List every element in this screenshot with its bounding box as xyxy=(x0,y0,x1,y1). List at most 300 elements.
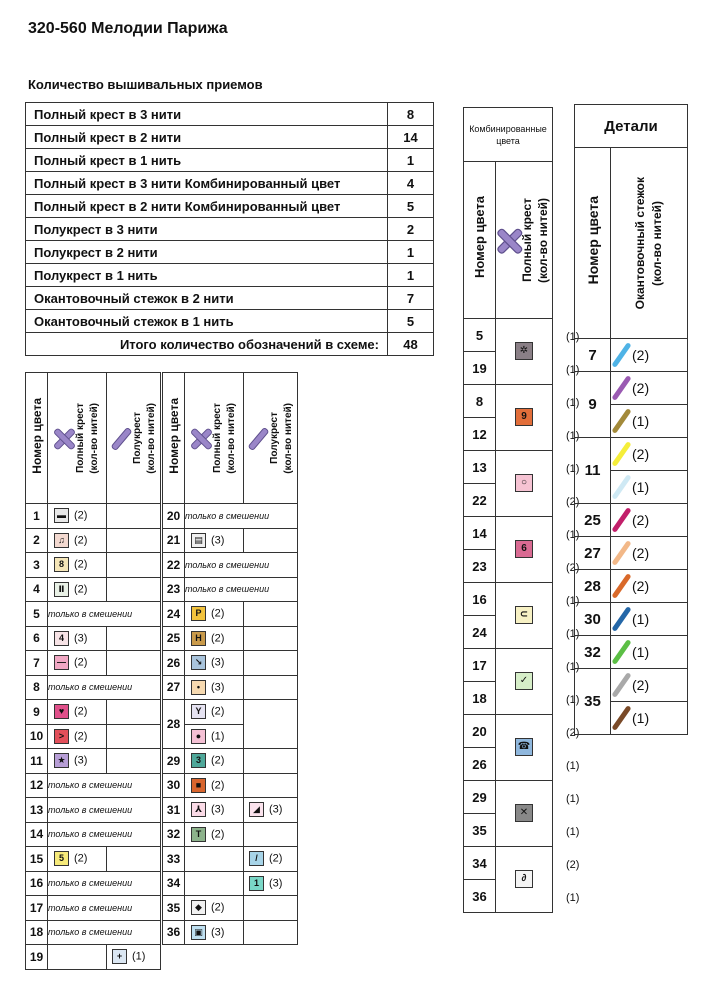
strand-count: (1) xyxy=(566,793,580,805)
half-cross-cell xyxy=(244,528,298,553)
full-cross-cell xyxy=(48,553,107,578)
mix-only-note: только в смешении xyxy=(48,871,161,896)
strand-count: (3) xyxy=(211,681,225,694)
stitch-line-icon xyxy=(611,540,631,566)
combined-symbol-cell xyxy=(496,649,580,715)
table-row xyxy=(26,798,161,823)
color-number: 36 xyxy=(163,920,185,945)
header-color-number: Номер цвета xyxy=(163,373,185,504)
summary-total-row xyxy=(26,333,434,356)
color-number: 7 xyxy=(26,651,48,676)
combined-colors-caption: Комбинированные цвета xyxy=(464,108,553,162)
table-row xyxy=(464,649,553,682)
header-half-cross: Полукрест (кол-во нитей) xyxy=(244,373,298,504)
combined-symbol-cell xyxy=(496,451,580,517)
color-number: 8 xyxy=(26,675,48,700)
symbol-icon: ✕ xyxy=(515,804,533,822)
header-full-cross: Полный крест (кол-во нитей) xyxy=(48,373,107,504)
table-row xyxy=(26,920,161,945)
symbol-icon: ★ xyxy=(54,753,69,768)
strand-count: (1) xyxy=(566,364,580,376)
combined-symbol-cell xyxy=(496,781,580,847)
strand-count: (3) xyxy=(269,803,283,816)
mix-only-note: только в смешении xyxy=(48,675,161,700)
stitch-line-icon xyxy=(611,375,631,401)
backstitch-cell xyxy=(611,504,688,537)
mix-only-note: только в смешении xyxy=(185,504,298,529)
strand-count: (3) xyxy=(269,877,283,890)
full-cross-cell xyxy=(48,651,107,676)
half-cross-cell xyxy=(107,651,161,676)
header-color-number: Номер цвета xyxy=(26,373,48,504)
table-row xyxy=(464,715,553,748)
color-number: 33 xyxy=(163,847,185,872)
symbol-icon: — xyxy=(54,655,69,670)
half-cross-cell xyxy=(107,577,161,602)
symbol-icon: T xyxy=(191,827,206,842)
full-cross-cell xyxy=(185,749,244,774)
stitch-type-label: Полный крест в 3 нити Комбинированный цвет xyxy=(26,172,388,195)
half-cross-cell xyxy=(244,847,298,872)
strand-count: (1) xyxy=(566,628,580,640)
table-row xyxy=(163,798,298,823)
total-label: Итого количество обозначений в схеме: xyxy=(26,333,388,356)
table-row xyxy=(26,749,161,774)
summary-row xyxy=(26,103,434,126)
stitch-type-count: 1 xyxy=(388,264,434,287)
stitch-line-icon xyxy=(611,606,631,632)
strand-count: (1) xyxy=(566,463,580,475)
color-number: 26 xyxy=(163,651,185,676)
strand-count: (1) xyxy=(566,595,580,607)
stitch-type-label: Полукрест в 2 нити xyxy=(26,241,388,264)
strand-count: (2) xyxy=(74,509,88,522)
strand-count: (2) xyxy=(211,779,225,792)
color-number: 21 xyxy=(163,528,185,553)
color-number: 27 xyxy=(163,675,185,700)
color-number: 9 xyxy=(575,372,611,438)
color-number: 34 xyxy=(464,847,496,880)
half-cross-cell xyxy=(107,749,161,774)
symbol-icon: ✓ xyxy=(515,672,533,690)
stitch-line-icon xyxy=(611,672,631,698)
strand-count: (2) xyxy=(269,852,283,865)
half-cross-cell xyxy=(244,700,298,749)
strand-count: (2) xyxy=(74,705,88,718)
table-row xyxy=(26,773,161,798)
table-row xyxy=(464,385,553,418)
color-number: 20 xyxy=(163,504,185,529)
stitch-type-count: 1 xyxy=(388,241,434,264)
colors-table-2 xyxy=(162,372,298,945)
strand-count: (1) xyxy=(566,892,580,904)
color-number: 17 xyxy=(26,896,48,921)
table-row xyxy=(26,871,161,896)
strand-count: (2) xyxy=(566,727,580,739)
backstitch-cell xyxy=(611,372,688,405)
symbol-icon: 4 xyxy=(54,631,69,646)
half-cross-cell xyxy=(107,528,161,553)
symbol-icon: ▣ xyxy=(191,925,206,940)
half-cross-cell xyxy=(244,822,298,847)
half-cross-cell xyxy=(107,626,161,651)
color-number: 28 xyxy=(163,700,185,749)
table-row xyxy=(26,553,161,578)
combined-symbol-cell xyxy=(496,385,580,451)
strand-count: (2) xyxy=(74,852,88,865)
backstitch-cell xyxy=(611,471,688,504)
color-number: 13 xyxy=(26,798,48,823)
table-row xyxy=(26,504,161,529)
table-row xyxy=(575,339,688,372)
symbol-icon: ○ xyxy=(515,474,533,492)
backstitch-cell xyxy=(611,438,688,471)
half-cross-cell xyxy=(244,798,298,823)
table-row xyxy=(575,537,688,570)
table-row xyxy=(575,438,688,471)
full-cross-cell xyxy=(185,602,244,627)
symbol-icon: Y xyxy=(191,704,206,719)
color-number: 13 xyxy=(464,451,496,484)
half-cross-icon xyxy=(110,428,130,448)
stitch-line-icon xyxy=(611,639,631,665)
table-row xyxy=(464,319,553,352)
stitch-type-count: 5 xyxy=(388,195,434,218)
symbol-icon: ⅄ xyxy=(191,802,206,817)
table-row xyxy=(163,773,298,798)
stitch-type-label: Полный крест в 2 нити xyxy=(26,126,388,149)
full-cross-cell xyxy=(185,822,244,847)
full-cross-icon xyxy=(496,228,520,252)
stitch-type-label: Полукрест в 3 нити xyxy=(26,218,388,241)
color-number: 18 xyxy=(464,682,496,715)
combined-symbol-cell xyxy=(496,517,580,583)
strand-count: (1) xyxy=(632,644,650,660)
table-row xyxy=(26,724,161,749)
color-number: 28 xyxy=(575,570,611,603)
table-row xyxy=(26,945,161,970)
color-number: 19 xyxy=(464,352,496,385)
backstitch-cell xyxy=(611,570,688,603)
full-cross-cell xyxy=(185,871,244,896)
strand-count: (2) xyxy=(211,828,225,841)
full-cross-cell xyxy=(48,577,107,602)
color-number: 5 xyxy=(26,602,48,627)
strand-count: (2) xyxy=(211,705,225,718)
strand-count: (1) xyxy=(566,826,580,838)
color-number: 23 xyxy=(464,550,496,583)
strand-count: (2) xyxy=(211,632,225,645)
table-row xyxy=(26,626,161,651)
color-number: 12 xyxy=(26,773,48,798)
table-row xyxy=(163,920,298,945)
table-row xyxy=(163,822,298,847)
color-number: 19 xyxy=(26,945,48,970)
strand-count: (2) xyxy=(632,677,650,693)
header-half-cross: Полукрест (кол-во нитей) xyxy=(107,373,161,504)
strand-count: (2) xyxy=(632,512,650,528)
summary-row xyxy=(26,218,434,241)
full-cross-cell xyxy=(48,847,107,872)
full-cross-cell xyxy=(185,847,244,872)
header-color-number: Номер цвета xyxy=(575,148,611,339)
strand-count: (1) xyxy=(632,611,650,627)
strand-count: (2) xyxy=(632,380,650,396)
table-row xyxy=(163,847,298,872)
color-number: 2 xyxy=(26,528,48,553)
strand-count: (3) xyxy=(211,534,225,547)
stitch-line-icon xyxy=(611,441,631,467)
table-row xyxy=(163,651,298,676)
strand-count: (2) xyxy=(74,583,88,596)
details-caption: Детали xyxy=(575,105,688,148)
symbol-icon: 5 xyxy=(54,851,69,866)
color-number: 27 xyxy=(575,537,611,570)
half-cross-cell xyxy=(107,724,161,749)
symbol-icon: • xyxy=(191,680,206,695)
strand-count: (3) xyxy=(211,926,225,939)
stitch-type-count: 8 xyxy=(388,103,434,126)
table-row xyxy=(575,636,688,669)
full-cross-cell xyxy=(185,920,244,945)
backstitch-cell xyxy=(611,669,688,702)
strand-count: (1) xyxy=(566,331,580,343)
stitch-line-icon xyxy=(611,342,631,368)
color-number: 9 xyxy=(26,700,48,725)
table-row xyxy=(464,847,553,880)
summary-row xyxy=(26,149,434,172)
combined-colors-table xyxy=(463,107,580,913)
strand-count: (2) xyxy=(566,859,580,871)
strand-count: (1) xyxy=(632,710,650,726)
symbol-icon: ◢ xyxy=(249,802,264,817)
strand-count: (1) xyxy=(566,760,580,772)
color-number: 30 xyxy=(575,603,611,636)
color-number: 14 xyxy=(464,517,496,550)
color-number: 32 xyxy=(575,636,611,669)
table-row xyxy=(575,504,688,537)
color-number: 10 xyxy=(26,724,48,749)
half-cross-cell xyxy=(244,896,298,921)
table-row xyxy=(163,749,298,774)
strand-count: (2) xyxy=(211,754,225,767)
stitch-summary-table xyxy=(25,102,434,356)
stitch-line-icon xyxy=(611,507,631,533)
color-number: 6 xyxy=(26,626,48,651)
half-cross-cell xyxy=(244,920,298,945)
strand-count: (2) xyxy=(74,656,88,669)
mix-only-note: только в смешении xyxy=(48,798,161,823)
backstitch-cell xyxy=(611,405,688,438)
combined-symbol-cell xyxy=(496,583,580,649)
mix-only-note: только в смешении xyxy=(48,822,161,847)
strand-count: (2) xyxy=(632,578,650,594)
symbol-icon: ◆ xyxy=(191,900,206,915)
strand-count: (1) xyxy=(566,661,580,673)
strand-count: (2) xyxy=(211,607,225,620)
half-cross-cell xyxy=(244,773,298,798)
mix-only-note: только в смешении xyxy=(48,602,161,627)
combined-symbol-cell xyxy=(496,319,580,385)
strand-count: (2) xyxy=(211,901,225,914)
header-full-cross: Полный крест (кол-во нитей) xyxy=(185,373,244,504)
full-cross-cell xyxy=(185,626,244,651)
half-cross-cell xyxy=(107,847,161,872)
strand-count: (2) xyxy=(74,534,88,547)
table-row xyxy=(163,896,298,921)
section-subtitle: Количество вышивальных приемов xyxy=(28,77,263,92)
color-number: 17 xyxy=(464,649,496,682)
color-number: 35 xyxy=(464,814,496,847)
table-row xyxy=(163,871,298,896)
symbol-icon: Ⅱ xyxy=(54,582,69,597)
stitch-type-label: Окантовочный стежок в 2 нити xyxy=(26,287,388,310)
half-cross-cell xyxy=(244,651,298,676)
page-title: 320-560 Мелодии Парижа xyxy=(28,20,228,37)
details-table xyxy=(574,104,688,735)
summary-row xyxy=(26,264,434,287)
full-cross-cell xyxy=(185,896,244,921)
full-cross-cell xyxy=(48,749,107,774)
strand-count: (2) xyxy=(566,496,580,508)
strand-count: (1) xyxy=(132,950,146,963)
table-row xyxy=(163,553,298,578)
strand-count: (3) xyxy=(211,803,225,816)
backstitch-cell xyxy=(611,702,688,735)
color-number: 8 xyxy=(464,385,496,418)
table-row xyxy=(163,700,298,725)
full-cross-cell xyxy=(48,504,107,529)
full-cross-cell xyxy=(185,724,244,749)
full-cross-cell xyxy=(48,528,107,553)
table-row xyxy=(26,896,161,921)
symbol-icon: ▤ xyxy=(191,533,206,548)
stitch-type-label: Полный крест в 3 нити xyxy=(26,103,388,126)
strand-count: (1) xyxy=(566,430,580,442)
color-number: 24 xyxy=(163,602,185,627)
symbol-icon: 3 xyxy=(191,753,206,768)
symbol-icon: ∂ xyxy=(515,870,533,888)
strand-count: (2) xyxy=(632,446,650,462)
table-row xyxy=(163,602,298,627)
strand-count: (1) xyxy=(632,413,650,429)
color-number: 15 xyxy=(26,847,48,872)
header-full-cross: Полный крест (кол-во нитей) xyxy=(496,162,553,319)
table-row xyxy=(26,528,161,553)
strand-count: (2) xyxy=(632,347,650,363)
symbol-icon: / xyxy=(249,851,264,866)
half-cross-icon xyxy=(247,428,267,448)
mix-only-note: только в смешении xyxy=(185,577,298,602)
stitch-type-count: 4 xyxy=(388,172,434,195)
color-number: 25 xyxy=(163,626,185,651)
color-number: 26 xyxy=(464,748,496,781)
half-cross-cell xyxy=(107,504,161,529)
full-cross-cell xyxy=(185,798,244,823)
symbol-icon: 6 xyxy=(515,540,533,558)
strand-count: (3) xyxy=(74,632,88,645)
color-number: 29 xyxy=(464,781,496,814)
table-row xyxy=(26,700,161,725)
backstitch-cell xyxy=(611,339,688,372)
half-cross-cell xyxy=(244,626,298,651)
table-row xyxy=(163,675,298,700)
summary-row xyxy=(26,172,434,195)
symbol-icon: ▬ xyxy=(54,508,69,523)
color-number: 16 xyxy=(464,583,496,616)
color-number: 35 xyxy=(575,669,611,735)
table-row xyxy=(163,577,298,602)
symbol-icon: ✲ xyxy=(515,342,533,360)
table-row xyxy=(575,570,688,603)
table-row xyxy=(163,504,298,529)
half-cross-cell xyxy=(107,945,161,970)
table-row xyxy=(26,675,161,700)
color-number: 20 xyxy=(464,715,496,748)
color-number: 16 xyxy=(26,871,48,896)
table-row xyxy=(163,528,298,553)
full-cross-icon xyxy=(53,428,73,448)
table-row xyxy=(464,451,553,484)
full-cross-cell xyxy=(185,700,244,725)
color-number: 34 xyxy=(163,871,185,896)
stitch-type-label: Окантовочный стежок в 1 нить xyxy=(26,310,388,333)
table-row xyxy=(464,517,553,550)
color-number: 11 xyxy=(575,438,611,504)
full-cross-icon xyxy=(190,428,210,448)
color-number: 36 xyxy=(464,880,496,913)
color-number: 25 xyxy=(575,504,611,537)
color-number: 32 xyxy=(163,822,185,847)
color-number: 24 xyxy=(464,616,496,649)
table-row xyxy=(575,372,688,405)
color-number: 11 xyxy=(26,749,48,774)
strand-count: (1) xyxy=(211,730,225,743)
table-row xyxy=(464,781,553,814)
mix-only-note: только в смешении xyxy=(48,920,161,945)
color-number: 30 xyxy=(163,773,185,798)
table-row xyxy=(26,577,161,602)
full-cross-cell xyxy=(185,773,244,798)
symbol-icon: ↘ xyxy=(191,655,206,670)
color-number: 3 xyxy=(26,553,48,578)
symbol-icon: 8 xyxy=(54,557,69,572)
table-row xyxy=(464,583,553,616)
mix-only-note: только в смешении xyxy=(185,553,298,578)
stitch-type-label: Полный крест в 1 нить xyxy=(26,149,388,172)
stitch-type-label: Полный крест в 2 нити Комбинированный цвет xyxy=(26,195,388,218)
stitch-line-icon xyxy=(611,408,631,434)
table-row xyxy=(575,669,688,702)
table-row xyxy=(26,602,161,627)
half-cross-cell xyxy=(244,871,298,896)
symbol-icon: + xyxy=(112,949,127,964)
table-row xyxy=(163,626,298,651)
full-cross-cell xyxy=(48,945,107,970)
backstitch-cell xyxy=(611,537,688,570)
symbol-icon: ♫ xyxy=(54,533,69,548)
half-cross-cell xyxy=(107,700,161,725)
table-row xyxy=(26,847,161,872)
stitch-type-count: 1 xyxy=(388,149,434,172)
strand-count: (2) xyxy=(632,545,650,561)
strand-count: (3) xyxy=(211,656,225,669)
symbol-icon: > xyxy=(54,729,69,744)
half-cross-cell xyxy=(244,749,298,774)
color-number: 18 xyxy=(26,920,48,945)
half-cross-cell xyxy=(244,602,298,627)
full-cross-cell xyxy=(48,724,107,749)
